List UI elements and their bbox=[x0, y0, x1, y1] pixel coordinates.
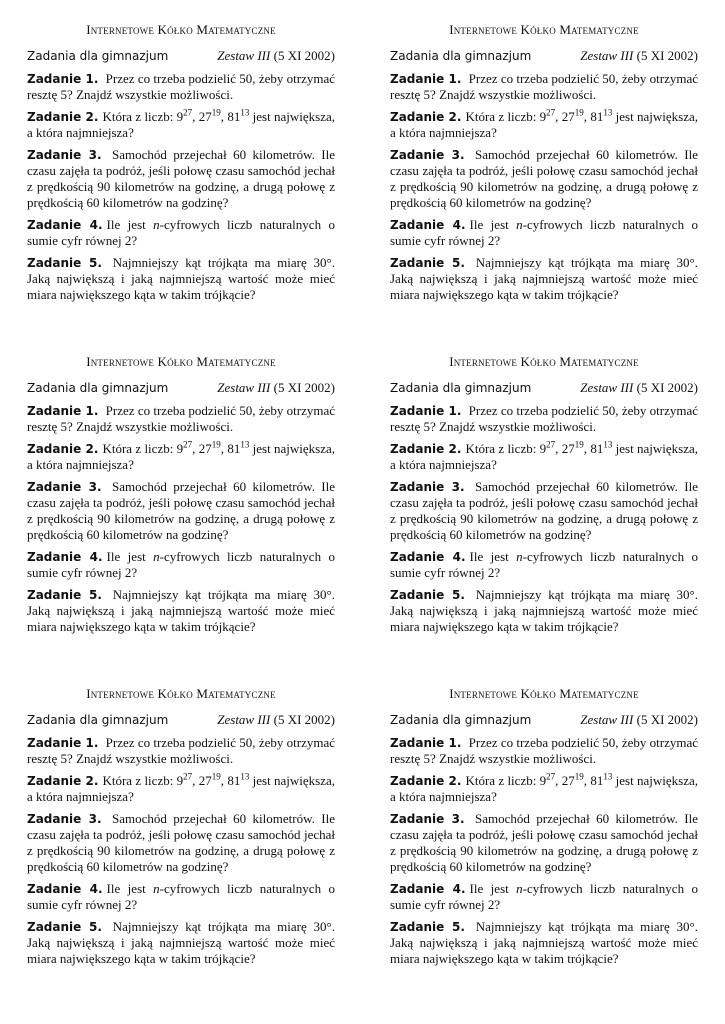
sheet-level: Zadania dla gimnazjum bbox=[27, 49, 169, 63]
problem-5 bbox=[27, 919, 335, 967]
problem-text: Przez co trzeba podzielić 50, żeby otrzymać resztę 5? Znajdź wszystkie możliwości. bbox=[27, 71, 335, 102]
sheet-date: (5 XI 2002) bbox=[273, 380, 335, 395]
problem-text: jest największa, a która najmniejsza? bbox=[27, 773, 336, 804]
variable-n: n bbox=[153, 217, 160, 232]
power-base: 81 bbox=[227, 109, 241, 124]
problem-label: Zadanie 1. bbox=[27, 72, 99, 86]
problem-3 bbox=[27, 811, 335, 875]
power-base: 27 bbox=[198, 773, 212, 788]
problem-text: -cyfrowych liczb naturalnych o sumie cyfr równej 2? bbox=[27, 881, 335, 912]
variable-n: n bbox=[516, 881, 523, 896]
problem-label: Zadanie 3. bbox=[390, 148, 465, 162]
problem-label: Zadanie 2. bbox=[390, 442, 462, 456]
problem-text: -cyfrowych liczb naturalnych o sumie cyfr równej 2? bbox=[390, 881, 698, 912]
power-base: 9 bbox=[539, 109, 547, 124]
problem-text: Ile jest bbox=[469, 217, 517, 232]
power-exponent: 27 bbox=[546, 107, 556, 118]
problem-text: jest największa, a która najmniejsza? bbox=[27, 441, 336, 472]
variable-n: n bbox=[516, 549, 523, 564]
sheet-level: Zadania dla gimnazjum bbox=[27, 381, 169, 395]
problem-text: Która z liczb: bbox=[102, 109, 177, 124]
problem-text: -cyfrowych liczb naturalnych o sumie cyfr równej 2? bbox=[390, 217, 698, 248]
sheet-set-info bbox=[217, 712, 335, 728]
variable-n: n bbox=[153, 881, 160, 896]
problem-text: Ile jest bbox=[106, 217, 154, 232]
problem-text: Samochód przejechał 60 kilometrów. Ile czasu zajęła ta podróż, jeśli połowę czasu samochód jechał z prędkością 90 kilometrów na godzinę, a drugą połowę z prędkością 60 kilometrów na godzinę? bbox=[27, 479, 335, 542]
sheet-title: Internetowe Kółko Matematyczne bbox=[449, 686, 639, 701]
power-base: 81 bbox=[227, 441, 241, 456]
problem-1 bbox=[27, 403, 335, 435]
power-exponent: 19 bbox=[211, 771, 221, 782]
power-exponent: 13 bbox=[240, 771, 250, 782]
sheet-date: (5 XI 2002) bbox=[636, 712, 698, 727]
variable-n: n bbox=[153, 549, 160, 564]
problem-1 bbox=[27, 71, 335, 103]
sheet-title: Internetowe Kółko Matematyczne bbox=[86, 22, 276, 37]
sheet-set-info bbox=[580, 48, 698, 64]
power-base: 81 bbox=[590, 773, 604, 788]
problem-text: Ile jest bbox=[469, 881, 517, 896]
problem-text: Przez co trzeba podzielić 50, żeby otrzymać resztę 5? Znajdź wszystkie możliwości. bbox=[27, 735, 335, 766]
problem-label: Zadanie 3. bbox=[390, 812, 465, 826]
sheet-title: Internetowe Kółko Matematyczne bbox=[449, 354, 639, 369]
sheet-date: (5 XI 2002) bbox=[273, 712, 335, 727]
sheet-date: (5 XI 2002) bbox=[273, 48, 335, 63]
problem-label: Zadanie 2. bbox=[27, 774, 99, 788]
problem-4 bbox=[390, 217, 698, 249]
problem-label: Zadanie 5. bbox=[390, 256, 465, 270]
problem-1 bbox=[390, 403, 698, 435]
problem-4 bbox=[27, 881, 335, 913]
problem-label: Zadanie 1. bbox=[390, 404, 462, 418]
problem-text: jest największa, a która najmniejsza? bbox=[390, 441, 699, 472]
power-base: 27 bbox=[198, 441, 212, 456]
problem-1 bbox=[390, 71, 698, 103]
sheet-level: Zadania dla gimnazjum bbox=[390, 49, 532, 63]
sheet-meta bbox=[27, 48, 335, 64]
problem-label: Zadanie 2. bbox=[27, 110, 99, 124]
power-base: 27 bbox=[561, 773, 575, 788]
problem-sheet bbox=[27, 354, 335, 641]
power-base: 81 bbox=[590, 109, 604, 124]
power-exponent: 19 bbox=[574, 771, 584, 782]
sheet-date: (5 XI 2002) bbox=[636, 380, 698, 395]
problem-text: Samochód przejechał 60 kilometrów. Ile czasu zajęła ta podróż, jeśli połowę czasu samochód jechał z prędkością 90 kilometrów na godzinę, a drugą połowę z prędkością 60 kilometrów na godzinę? bbox=[390, 811, 698, 874]
problem-3 bbox=[390, 147, 698, 211]
problem-2: Zadanie 2. Która z liczb: $9^{27}$, $27^{19}$, $81^{13}$ jest największa, a która najmniejsza? bbox=[27, 439, 336, 472]
problem-2: Zadanie 2. Która z liczb: $9^{27}$, $27^{19}$, $81^{13}$ jest największa, a która najmniejsza? bbox=[27, 107, 336, 140]
problem-label: Zadanie 4. bbox=[390, 218, 466, 232]
power-exponent: 19 bbox=[211, 439, 221, 450]
problem-label: Zadanie 2. bbox=[390, 774, 462, 788]
power-base: 9 bbox=[176, 773, 184, 788]
problem-label: Zadanie 5. bbox=[27, 588, 102, 602]
power-base: 27 bbox=[561, 109, 575, 124]
sheet-set-info bbox=[217, 380, 335, 396]
problem-label: Zadanie 5. bbox=[390, 588, 465, 602]
sheet-date: (5 XI 2002) bbox=[636, 48, 698, 63]
problem-text: Która z liczb: bbox=[465, 109, 540, 124]
problem-label: Zadanie 3. bbox=[27, 812, 102, 826]
sheet-meta bbox=[390, 712, 698, 728]
problem-text: Która z liczb: bbox=[465, 441, 540, 456]
problem-2: Zadanie 2. Która z liczb: $9^{27}$, $27^{19}$, $81^{13}$ jest największa, a która najmniejsza? bbox=[390, 771, 699, 804]
problem-text: -cyfrowych liczb naturalnych o sumie cyfr równej 2? bbox=[27, 549, 335, 580]
problem-3 bbox=[390, 811, 698, 875]
sheet-set-label: Zestaw III bbox=[580, 712, 634, 727]
problem-text: Ile jest bbox=[106, 881, 154, 896]
problem-label: Zadanie 3. bbox=[27, 480, 102, 494]
sheet-level: Zadania dla gimnazjum bbox=[390, 381, 532, 395]
sheet-title: Internetowe Kółko Matematyczne bbox=[86, 354, 276, 369]
power-exponent: 27 bbox=[546, 439, 556, 450]
power-exponent: 13 bbox=[603, 107, 613, 118]
sheet-meta bbox=[390, 380, 698, 396]
sheet-set-label: Zestaw III bbox=[217, 712, 271, 727]
problem-text: Samochód przejechał 60 kilometrów. Ile czasu zajęła ta podróż, jeśli połowę czasu samochód jechał z prędkością 90 kilometrów na godzinę, a drugą połowę z prędkością 60 kilometrów na godzinę? bbox=[27, 147, 335, 210]
problem-sheet bbox=[390, 22, 698, 309]
power-exponent: 27 bbox=[183, 771, 193, 782]
problem-4 bbox=[390, 549, 698, 581]
problem-text: Przez co trzeba podzielić 50, żeby otrzymać resztę 5? Znajdź wszystkie możliwości. bbox=[390, 403, 698, 434]
problem-label: Zadanie 1. bbox=[390, 736, 462, 750]
problem-sheet bbox=[27, 686, 335, 973]
problem-label: Zadanie 4. bbox=[27, 218, 103, 232]
power-base: 9 bbox=[176, 109, 184, 124]
problem-text: jest największa, a która najmniejsza? bbox=[390, 773, 699, 804]
problem-text: Samochód przejechał 60 kilometrów. Ile czasu zajęła ta podróż, jeśli połowę czasu samochód jechał z prędkością 90 kilometrów na godzinę, a drugą połowę z prędkością 60 kilometrów na godzinę? bbox=[27, 811, 335, 874]
problem-label: Zadanie 5. bbox=[27, 256, 102, 270]
problem-5 bbox=[27, 255, 335, 303]
power-base: 9 bbox=[539, 773, 547, 788]
problem-label: Zadanie 2. bbox=[27, 442, 99, 456]
sheet-meta bbox=[27, 712, 335, 728]
problem-label: Zadanie 2. bbox=[390, 110, 462, 124]
sheet-set-info bbox=[580, 380, 698, 396]
problem-text: Ile jest bbox=[469, 549, 517, 564]
power-exponent: 13 bbox=[603, 771, 613, 782]
sheet-set-label: Zestaw III bbox=[217, 380, 271, 395]
power-exponent: 13 bbox=[240, 439, 250, 450]
problem-text: Najmniejszy kąt trójkąta ma miarę 30°. Jaką największą i jaką najmniejszą wartość może mieć miara największego kąta w takim trójkącie? bbox=[27, 587, 336, 634]
power-exponent: 13 bbox=[603, 439, 613, 450]
sheet-title: Internetowe Kółko Matematyczne bbox=[449, 22, 639, 37]
problem-4 bbox=[27, 549, 335, 581]
problem-5 bbox=[390, 587, 698, 635]
problem-text: Przez co trzeba podzielić 50, żeby otrzymać resztę 5? Znajdź wszystkie możliwości. bbox=[390, 735, 698, 766]
power-base: 9 bbox=[539, 441, 547, 456]
power-base: 81 bbox=[590, 441, 604, 456]
problem-text: Najmniejszy kąt trójkąta ma miarę 30°. Jaką największą i jaką najmniejszą wartość może mieć miara największego kąta w takim trójkącie? bbox=[390, 255, 699, 302]
problem-sheet bbox=[390, 354, 698, 641]
problem-label: Zadanie 3. bbox=[390, 480, 465, 494]
problem-text: Która z liczb: bbox=[465, 773, 540, 788]
sheet-set-label: Zestaw III bbox=[217, 48, 271, 63]
problem-text: Samochód przejechał 60 kilometrów. Ile czasu zajęła ta podróż, jeśli połowę czasu samochód jechał z prędkością 90 kilometrów na godzinę, a drugą połowę z prędkością 60 kilometrów na godzinę? bbox=[390, 147, 698, 210]
problem-sheet bbox=[27, 22, 335, 309]
problem-sheet bbox=[390, 686, 698, 973]
sheet-title: Internetowe Kółko Matematyczne bbox=[86, 686, 276, 701]
variable-n: n bbox=[516, 217, 523, 232]
problem-text: Przez co trzeba podzielić 50, żeby otrzymać resztę 5? Znajdź wszystkie możliwości. bbox=[27, 403, 335, 434]
problem-1 bbox=[27, 735, 335, 767]
problem-text: Najmniejszy kąt trójkąta ma miarę 30°. Jaką największą i jaką najmniejszą wartość może mieć miara największego kąta w takim trójkącie? bbox=[27, 255, 336, 302]
sheet-set-info bbox=[217, 48, 335, 64]
problem-label: Zadanie 1. bbox=[390, 72, 462, 86]
problem-label: Zadanie 3. bbox=[27, 148, 102, 162]
problem-2: Zadanie 2. Która z liczb: $9^{27}$, $27^{19}$, $81^{13}$ jest największa, a która najmniejsza? bbox=[390, 107, 699, 140]
problem-text: jest największa, a która najmniejsza? bbox=[390, 109, 699, 140]
sheet-level: Zadania dla gimnazjum bbox=[27, 713, 169, 727]
problem-text: jest największa, a która najmniejsza? bbox=[27, 109, 336, 140]
problem-2: Zadanie 2. Która z liczb: $9^{27}$, $27^{19}$, $81^{13}$ jest największa, a która najmniejsza? bbox=[390, 439, 699, 472]
problem-text: Która z liczb: bbox=[102, 441, 177, 456]
problem-text: -cyfrowych liczb naturalnych o sumie cyfr równej 2? bbox=[390, 549, 698, 580]
sheet-set-label: Zestaw III bbox=[580, 48, 634, 63]
power-exponent: 19 bbox=[574, 439, 584, 450]
problem-5 bbox=[390, 255, 698, 303]
power-base: 27 bbox=[198, 109, 212, 124]
problem-text: Ile jest bbox=[106, 549, 154, 564]
sheet-set-label: Zestaw III bbox=[580, 380, 634, 395]
problem-text: Najmniejszy kąt trójkąta ma miarę 30°. Jaką największą i jaką najmniejszą wartość może mieć miara największego kąta w takim trójkącie? bbox=[27, 919, 336, 966]
problem-1 bbox=[390, 735, 698, 767]
power-exponent: 19 bbox=[574, 107, 584, 118]
problem-4 bbox=[27, 217, 335, 249]
problem-text: Przez co trzeba podzielić 50, żeby otrzymać resztę 5? Znajdź wszystkie możliwości. bbox=[390, 71, 698, 102]
problem-label: Zadanie 4. bbox=[27, 882, 103, 896]
power-base: 27 bbox=[561, 441, 575, 456]
problem-text: Najmniejszy kąt trójkąta ma miarę 30°. Jaką największą i jaką najmniejszą wartość może mieć miara największego kąta w takim trójkącie? bbox=[390, 587, 699, 634]
problem-text: Samochód przejechał 60 kilometrów. Ile czasu zajęła ta podróż, jeśli połowę czasu samochód jechał z prędkością 90 kilometrów na godzinę, a drugą połowę z prędkością 60 kilometrów na godzinę? bbox=[390, 479, 698, 542]
problem-5 bbox=[390, 919, 698, 967]
problem-label: Zadanie 5. bbox=[27, 920, 102, 934]
problem-4 bbox=[390, 881, 698, 913]
power-exponent: 19 bbox=[211, 107, 221, 118]
power-base: 81 bbox=[227, 773, 241, 788]
problem-label: Zadanie 4. bbox=[390, 882, 466, 896]
problem-text: Która z liczb: bbox=[102, 773, 177, 788]
problem-label: Zadanie 4. bbox=[27, 550, 103, 564]
problem-label: Zadanie 5. bbox=[390, 920, 465, 934]
problem-3 bbox=[27, 147, 335, 211]
power-exponent: 27 bbox=[183, 439, 193, 450]
problem-3 bbox=[27, 479, 335, 543]
power-exponent: 27 bbox=[183, 107, 193, 118]
sheet-meta bbox=[27, 380, 335, 396]
power-exponent: 27 bbox=[546, 771, 556, 782]
problem-5 bbox=[27, 587, 335, 635]
power-base: 9 bbox=[176, 441, 184, 456]
problem-label: Zadanie 1. bbox=[27, 736, 99, 750]
power-exponent: 13 bbox=[240, 107, 250, 118]
sheet-meta bbox=[390, 48, 698, 64]
problem-3 bbox=[390, 479, 698, 543]
problem-2: Zadanie 2. Która z liczb: $9^{27}$, $27^{19}$, $81^{13}$ jest największa, a która najmniejsza? bbox=[27, 771, 336, 804]
sheet-level: Zadania dla gimnazjum bbox=[390, 713, 532, 727]
problem-label: Zadanie 4. bbox=[390, 550, 466, 564]
problem-label: Zadanie 1. bbox=[27, 404, 99, 418]
problem-text: Najmniejszy kąt trójkąta ma miarę 30°. Jaką największą i jaką najmniejszą wartość może mieć miara największego kąta w takim trójkącie? bbox=[390, 919, 699, 966]
sheet-set-info bbox=[580, 712, 698, 728]
problem-text: -cyfrowych liczb naturalnych o sumie cyfr równej 2? bbox=[27, 217, 335, 248]
